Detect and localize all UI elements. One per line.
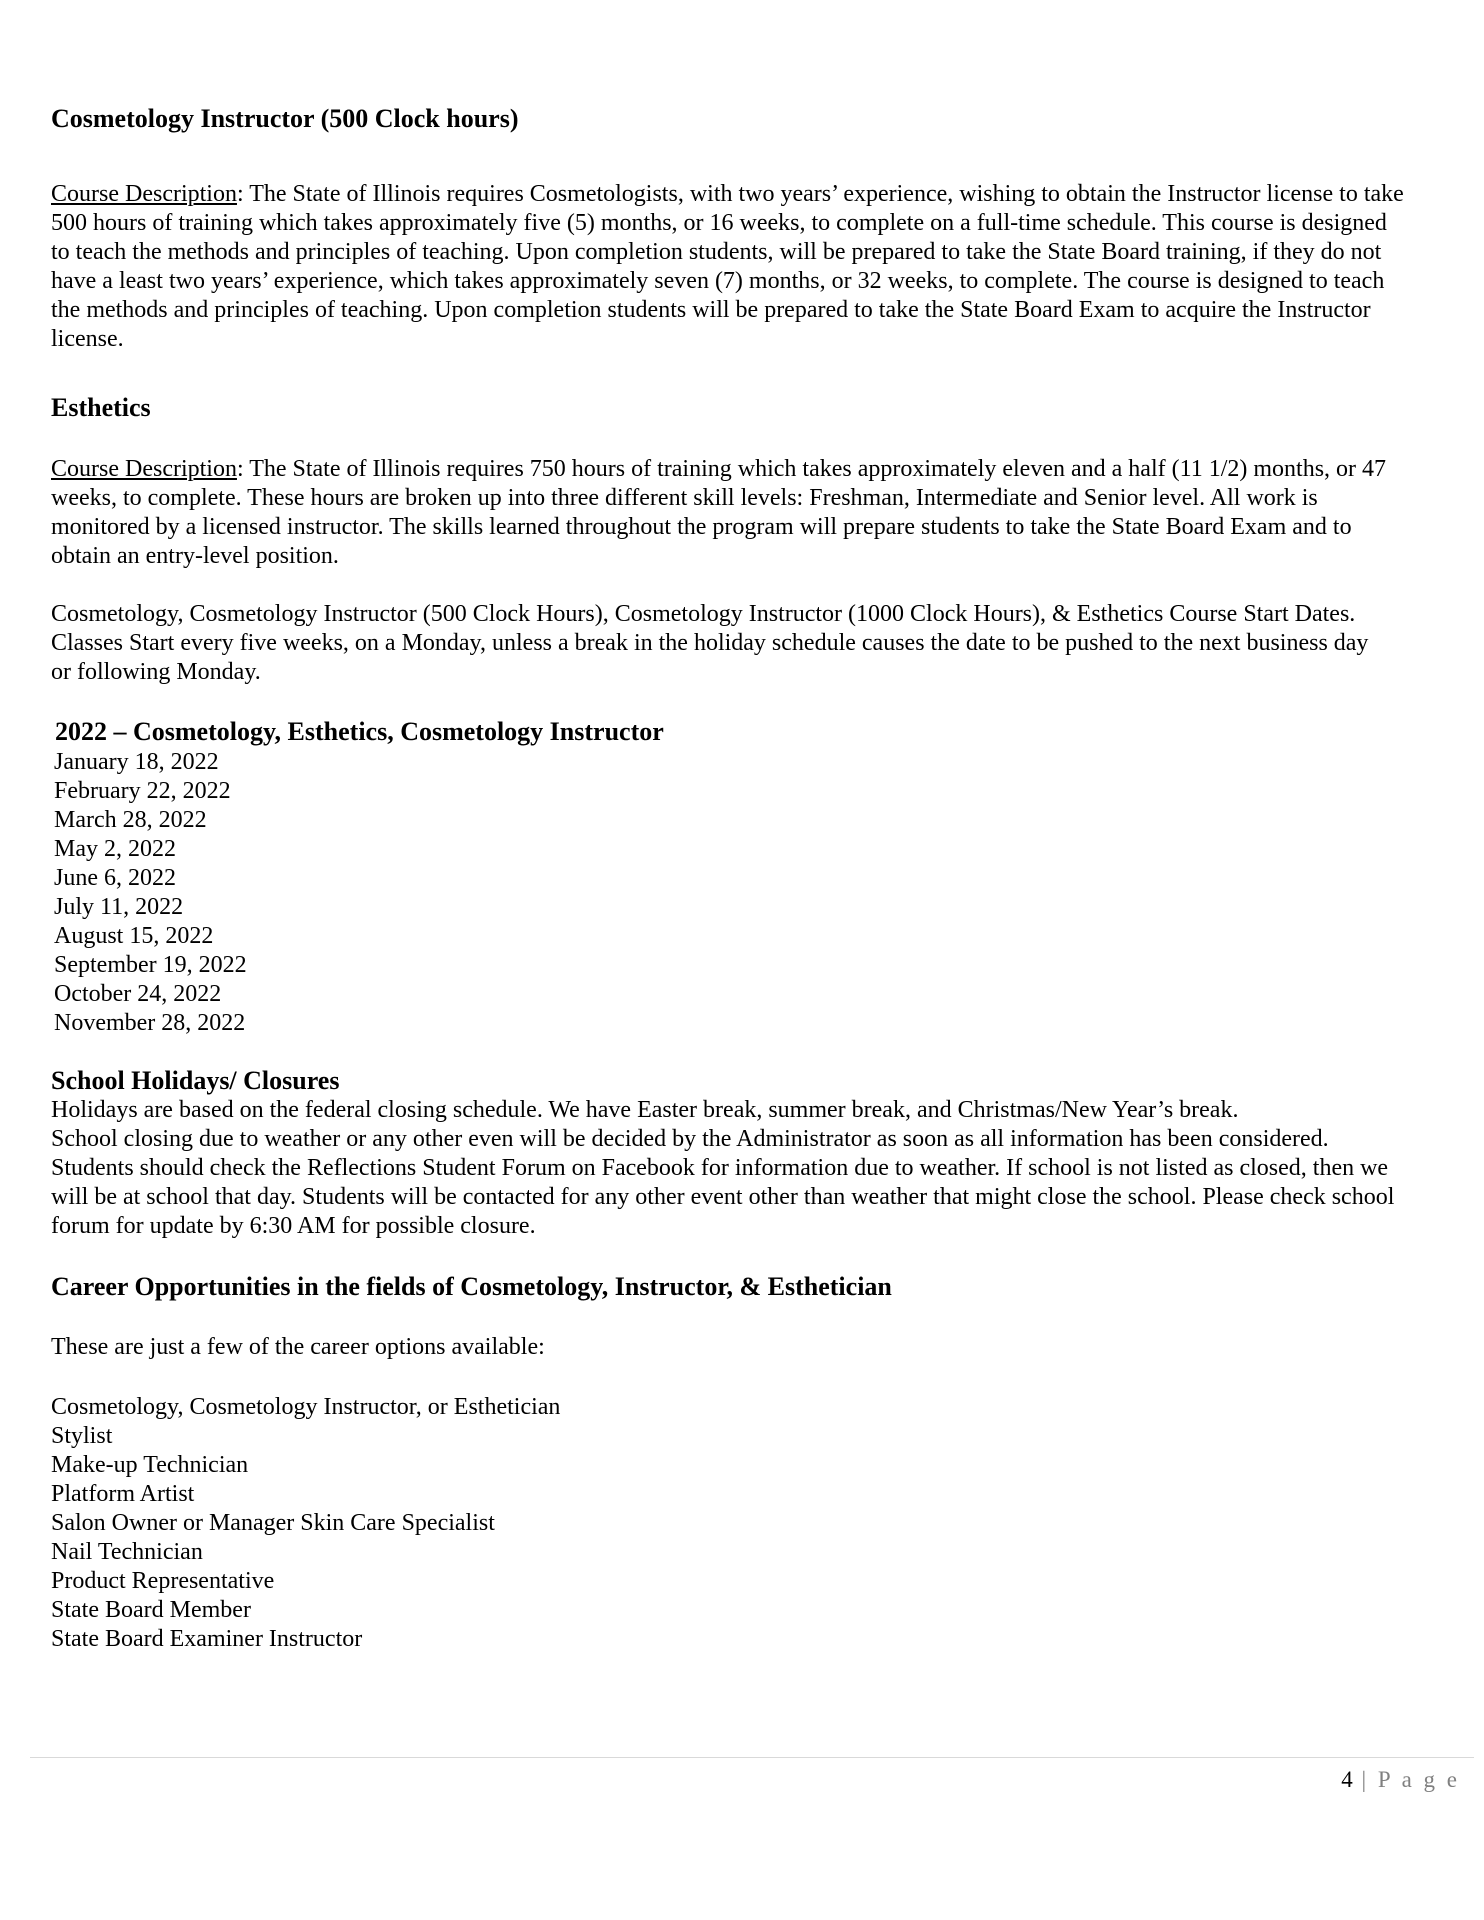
paragraph-line <box>51 180 1460 209</box>
paragraph-line: 500 hours of training which takes approximately five (5) months, or 16 weeks, to complete on a full-time schedule. This course is designed <box>51 210 1387 236</box>
paragraph-text: : The State of Illinois requires Cosmetologists, with two years’ experience, wishing to obtain the Instructor license to take <box>236 181 1404 207</box>
career-option-item: State Board Member <box>51 1597 251 1623</box>
paragraph-line: Students should check the Reflections Student Forum on Facebook for information due to weather. If school is not listed as closed, then we <box>51 1155 1389 1181</box>
start-date-list <box>54 748 1460 1038</box>
paragraph-line: the methods and principles of teaching. Upon completion students will be prepared to take the State Board Exam to acquire the Instructor <box>51 297 1371 323</box>
career-option-item: Product Representative <box>51 1568 275 1594</box>
paragraph-line: have a least two years’ experience, which takes approximately seven (7) months, or 32 weeks, to complete. The course is designed to teach <box>51 268 1385 294</box>
course-description-label: Course Description <box>51 456 237 482</box>
career-option-item: Platform Artist <box>51 1481 195 1507</box>
heading-esthetics: Esthetics <box>51 393 151 422</box>
start-date-item: May 2, 2022 <box>54 836 176 862</box>
paragraph-line: or following Monday. <box>51 659 261 685</box>
holidays-paragraph <box>51 1096 1460 1241</box>
career-option-item: Nail Technician <box>51 1539 203 1565</box>
cosmetology-instructor-description <box>51 180 1460 354</box>
course-description-label: Course Description <box>51 181 237 207</box>
paragraph-line: to teach the methods and principles of teaching. Upon completion students, will be prepared to take the State Board training, if they do not <box>51 239 1382 265</box>
start-date-item: February 22, 2022 <box>54 778 231 804</box>
page-number <box>30 1758 1474 1793</box>
start-date-item: June 6, 2022 <box>54 865 176 891</box>
paragraph-line: weeks, to complete. These hours are broken up into three different skill levels: Freshman, Intermediate and Senior level. All work is <box>51 485 1318 511</box>
page-footer <box>30 1757 1474 1793</box>
paragraph-lines <box>51 209 1460 354</box>
paragraph-line: license. <box>51 326 124 352</box>
page-number-value: 4 <box>1341 1767 1353 1792</box>
paragraph-line: Holidays are based on the federal closing schedule. We have Easter break, summer break, and Christmas/New Year’s break. <box>51 1097 1239 1123</box>
paragraph-line: monitored by a licensed instructor. The skills learned throughout the program will prepare students to take the State Board Exam and to <box>51 514 1352 540</box>
career-option-item: Make-up Technician <box>51 1452 249 1478</box>
heading-school-holidays: School Holidays/ Closures <box>51 1066 340 1095</box>
paragraph-line <box>51 455 1460 484</box>
career-option-item: Stylist <box>51 1423 113 1449</box>
careers-intro-text: These are just a few of the career options available: <box>51 1334 545 1360</box>
start-date-item: October 24, 2022 <box>54 981 222 1007</box>
start-date-item: August 15, 2022 <box>54 923 214 949</box>
heading-2022-start-dates: 2022 – Cosmetology, Esthetics, Cosmetology Instructor <box>55 717 664 746</box>
career-option-item: Salon Owner or Manager Skin Care Specialist <box>51 1510 495 1536</box>
start-date-item: November 28, 2022 <box>54 1010 246 1036</box>
career-options-list <box>51 1393 1460 1654</box>
page-word: P a g e <box>1377 1767 1460 1792</box>
start-date-item: July 11, 2022 <box>54 894 184 920</box>
paragraph-lines <box>51 484 1460 571</box>
career-option-item: State Board Examiner Instructor <box>51 1626 363 1652</box>
heading-cosmetology-instructor: Cosmetology Instructor (500 Clock hours) <box>51 104 519 133</box>
start-date-item: March 28, 2022 <box>54 807 207 833</box>
page-number-separator: | <box>1352 1767 1378 1792</box>
heading-career-opportunities: Career Opportunities in the fields of Cosmetology, Instructor, & Esthetician <box>51 1272 892 1301</box>
start-date-item: January 18, 2022 <box>54 749 219 775</box>
start-dates-paragraph <box>51 600 1460 687</box>
paragraph-line: Cosmetology, Cosmetology Instructor (500 Clock Hours), Cosmetology Instructor (1000 Clock Hours), & Esthetics Course Start Dates. <box>51 601 1356 627</box>
paragraph-line: forum for update by 6:30 AM for possible closure. <box>51 1213 536 1239</box>
paragraph-line: will be at school that day. Students will be contacted for any other event other than weather that might close the school. Please check school <box>51 1184 1395 1210</box>
start-date-item: September 19, 2022 <box>54 952 247 978</box>
paragraph-line: Classes Start every five weeks, on a Monday, unless a break in the holiday schedule causes the date to be pushed to the next business day <box>51 630 1369 656</box>
esthetics-description <box>51 455 1460 571</box>
paragraph-line: School closing due to weather or any other even will be decided by the Administrator as soon as all information has been considered. <box>51 1126 1329 1152</box>
paragraph-line: obtain an entry-level position. <box>51 543 339 569</box>
paragraph-text: : The State of Illinois requires 750 hours of training which takes approximately eleven and a half (11 1/2) months, or 47 <box>236 456 1387 482</box>
career-option-item: Cosmetology, Cosmetology Instructor, or Esthetician <box>51 1394 561 1420</box>
